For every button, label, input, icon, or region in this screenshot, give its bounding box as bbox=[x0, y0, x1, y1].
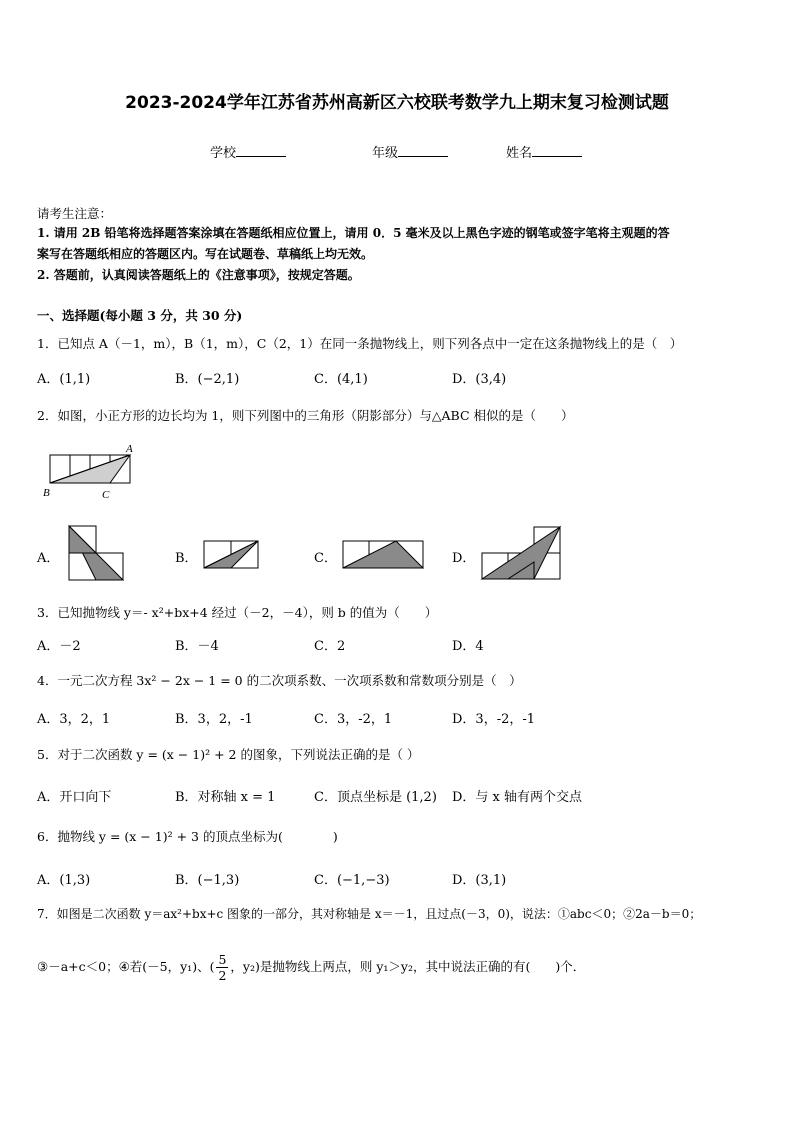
q4-option-a: A．3，2，1 bbox=[37, 712, 111, 727]
page-title: 2023-2024学年江苏省苏州高新区六校联考数学九上期末复习检测试题 bbox=[125, 93, 669, 113]
section-heading: 一、选择题(每小题 3 分，共 30 分) bbox=[37, 308, 243, 323]
q6-stem: 6．抛物线 y = (x − 1)² + 3 的顶点坐标为( ) bbox=[37, 829, 338, 844]
q6-option-b: B．(−1,3) bbox=[175, 873, 240, 888]
q7-fraction-numerator: 5 bbox=[218, 952, 227, 967]
q2-option-a: A． bbox=[37, 551, 60, 566]
q4-option-c: C．3，-2，1 bbox=[314, 712, 393, 727]
q2-label-c: C bbox=[102, 489, 110, 501]
q4-stem: 4．一元二次方程 3x² − 2x − 1 = 0 的二次项系数、一次项系数和常数项分别是（ ） bbox=[37, 673, 522, 688]
grade-field bbox=[372, 142, 448, 161]
q2-option-b: B． bbox=[175, 551, 198, 566]
school-label: 学校 bbox=[210, 146, 237, 161]
q7-fraction bbox=[216, 952, 228, 983]
q5-option-b: B．对称轴 x = 1 bbox=[175, 790, 276, 805]
q1-option-b: B．(−2,1) bbox=[175, 372, 240, 387]
notice-line-2: 案写在答题纸相应的答题区内。写在试题卷、草稿纸上均无效。 bbox=[37, 247, 374, 261]
q6-option-d: D．(3,1) bbox=[452, 873, 507, 888]
q2-option-d-figure bbox=[481, 525, 563, 583]
q3-stem: 3．已知抛物线 y＝- x²+bx+4 经过（－2，－4），则 b 的值为（ ） bbox=[37, 605, 438, 620]
name-label: 姓名 bbox=[506, 146, 533, 161]
q3-option-d: D．4 bbox=[452, 639, 484, 654]
school-field bbox=[210, 142, 286, 161]
q7-line-2-start: ③－a+c＜0；④若(－5，y₁)、( bbox=[37, 959, 215, 974]
grade-label: 年级 bbox=[372, 146, 399, 161]
q2-stem: 2．如图，小正方形的边长均为 1，则下列图中的三角形（阴影部分）与△ABC 相似的是（ ） bbox=[37, 408, 574, 423]
q5-option-a: A．开口向下 bbox=[37, 790, 112, 805]
name-field bbox=[506, 142, 582, 161]
notice-line-1: 1. 请用 2B 铅笔将选择题答案涂填在答题纸相应位置上，请用 0．5 毫米及以上黑色字迹的钢笔或签字笔将主观题的答 bbox=[37, 226, 670, 240]
q1-option-d: D．(3,4) bbox=[452, 372, 507, 387]
q2-label-a: A bbox=[126, 443, 133, 455]
q5-stem: 5．对于二次函数 y = (x − 1)² + 2 的图象，下列说法正确的是（ ） bbox=[37, 747, 420, 762]
q2-main-figure bbox=[40, 440, 140, 500]
q2-option-b-figure bbox=[203, 540, 263, 572]
q1-option-a: A．(1,1) bbox=[37, 372, 91, 387]
q2-option-a-figure bbox=[68, 525, 128, 585]
q7-line-1: 7．如图是二次函数 y＝ax²+bx+c 图象的一部分，其对称轴是 x＝－1，且过点(－3，0)，说法：①abc＜0；②2a－b＝0； bbox=[37, 907, 702, 921]
name-blank bbox=[532, 144, 582, 157]
q7-line-2 bbox=[37, 952, 585, 983]
q4-option-b: B．3，2，-1 bbox=[175, 712, 253, 727]
q3-option-b: B．－4 bbox=[175, 639, 219, 654]
q3-option-a: A．－2 bbox=[37, 639, 81, 654]
q3-option-c: C．2 bbox=[314, 639, 346, 654]
q1-option-c: C．(4,1) bbox=[314, 372, 368, 387]
q4-option-d: D．3，-2，-1 bbox=[452, 712, 536, 727]
school-blank bbox=[236, 144, 286, 157]
notice-heading: 请考生注意： bbox=[37, 206, 113, 221]
q2-label-b: B bbox=[43, 487, 50, 499]
grade-blank bbox=[398, 144, 448, 157]
q2-option-d: D． bbox=[452, 551, 476, 566]
q5-option-d: D．与 x 轴有两个交点 bbox=[452, 790, 583, 805]
q2-option-c: C． bbox=[314, 551, 337, 566]
q5-option-c: C．顶点坐标是 (1,2) bbox=[314, 790, 437, 805]
q2-option-c-figure bbox=[342, 540, 424, 572]
q7-fraction-denominator: 2 bbox=[218, 968, 227, 983]
q1-stem: 1．已知点 A（－1，m），B（1，m），C（2，1）在同一条抛物线上，则下列各点中一定在这条抛物线上的是（ ） bbox=[37, 336, 683, 351]
notice-line-3: 2. 答题前，认真阅读答题纸上的《注意事项》，按规定答题。 bbox=[37, 268, 360, 282]
q7-line-2-end: ，y₂)是抛物线上两点，则 y₁＞y₂，其中说法正确的有( )个． bbox=[230, 959, 586, 974]
q6-option-a: A．(1,3) bbox=[37, 873, 91, 888]
q6-option-c: C．(−1,−3) bbox=[314, 873, 390, 888]
